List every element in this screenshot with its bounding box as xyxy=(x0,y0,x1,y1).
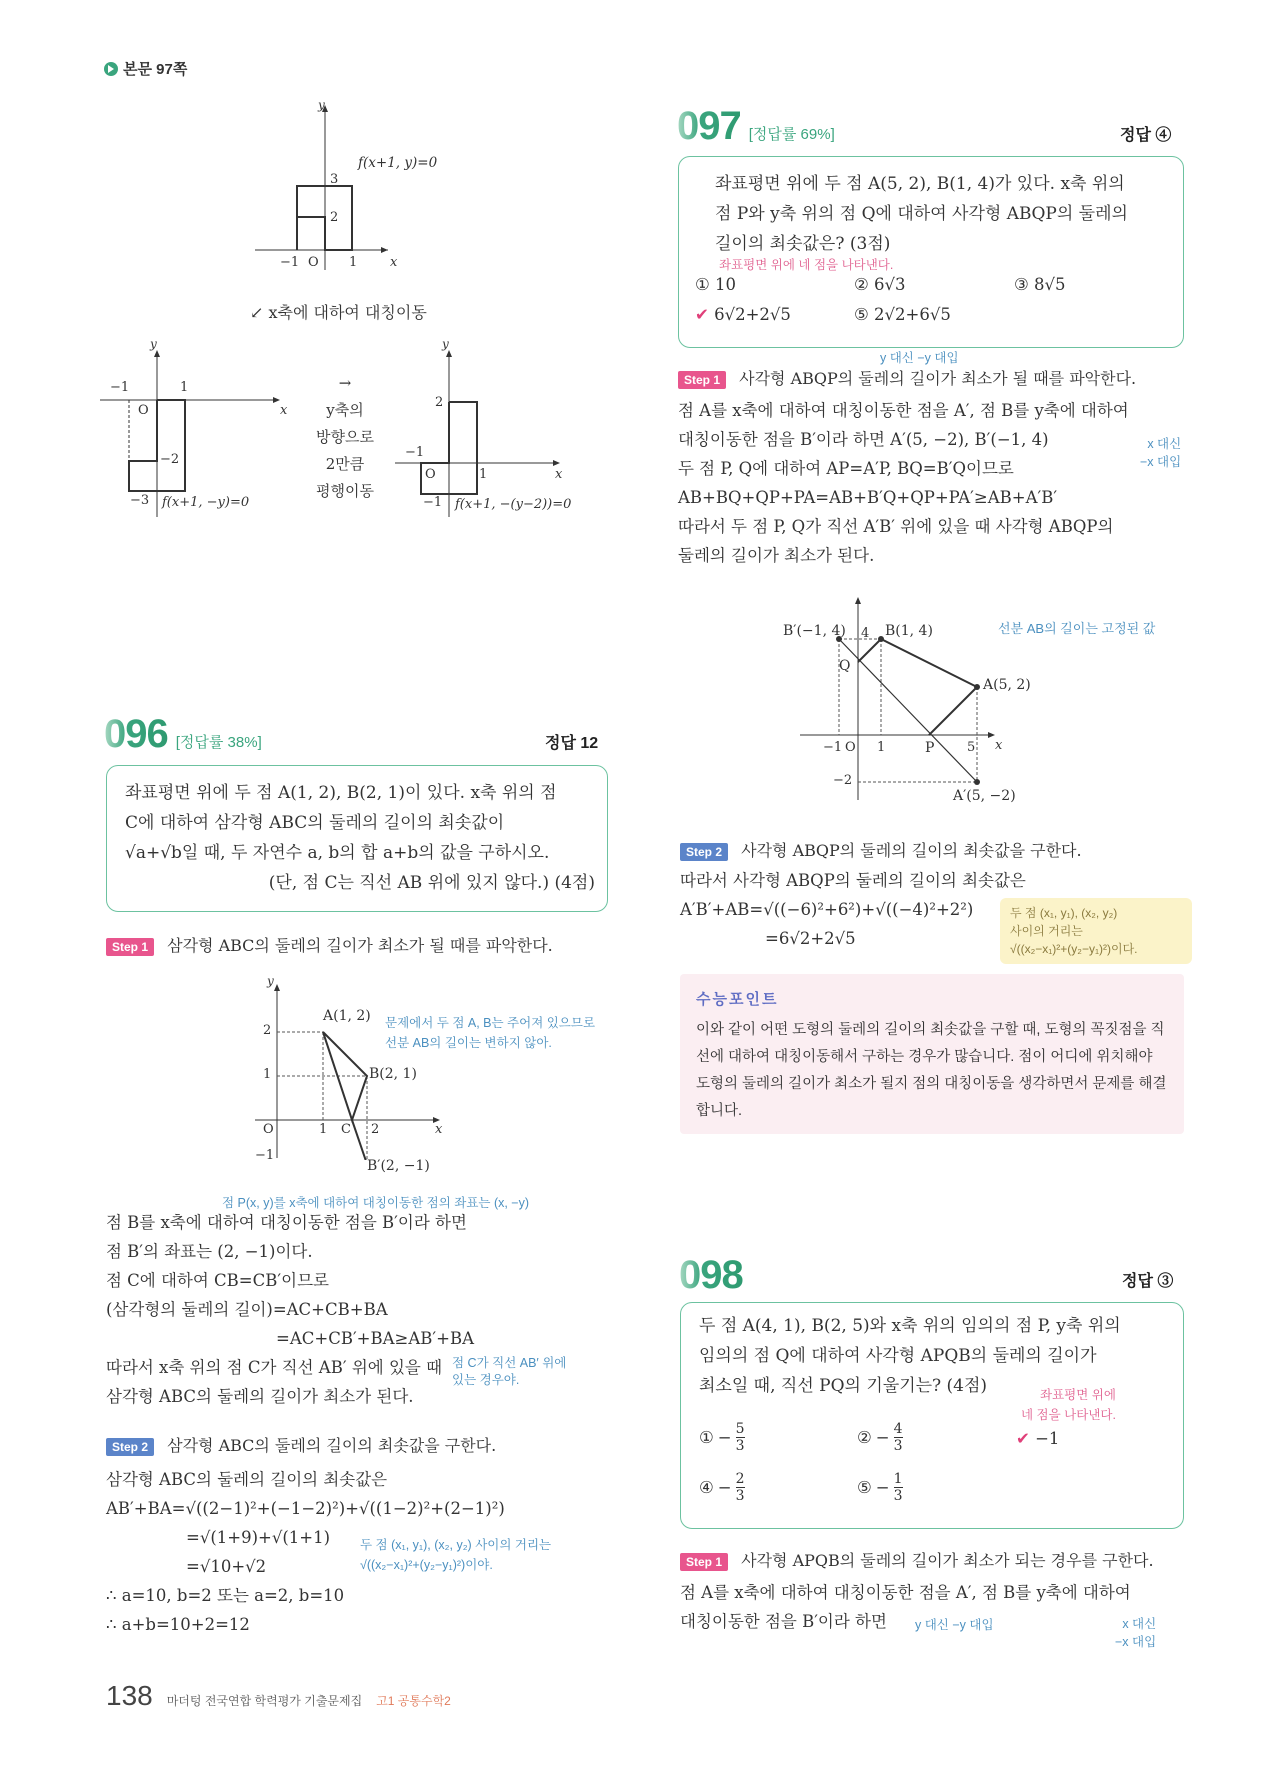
p097-step2-body: 따라서 사각형 ABQP의 둘레의 길이의 최솟값은 A′B′+AB=√((−6)²+6²)+√((−4)²+2²) =6√2+2√5 xyxy=(680,871,1026,948)
reference-label: 본문 97쪽 xyxy=(123,61,188,78)
book-title: 마더텅 전국연합 학력평가 기출문제집 xyxy=(166,1694,363,1708)
p097-step2-header: Step 2 사각형 ABQP의 둘레의 길이의 최솟값을 구한다. xyxy=(680,838,1082,861)
graph1-equation: f(x+1, y)=0 xyxy=(358,155,438,171)
choice-2[interactable]: ② 6√3 xyxy=(854,275,906,294)
p096-line-note: 점 C가 직선 AB′ 위에 있는 경우야. xyxy=(452,1356,567,1387)
choice-5[interactable]: ⑤ − $\frac{1}{3}$ xyxy=(857,1471,903,1504)
page-footer xyxy=(106,1680,451,1712)
transform-reflect-label: ↙ x축에 대하여 대칭이동 xyxy=(250,303,427,322)
problem-098-header xyxy=(679,1253,743,1298)
problem-097-box: 좌표평면 위에 두 점 A(5, 2), B(1, 4)가 있다. x축 위의 점 P와 y축 위의 점 Q에 대하여 사각형 ABQP의 둘레의 길이의 최솟값은? (3점) 좌표평면 위에 네 점을 나타낸다. ① 10 ② 6√3 ③ 8√5 ✔ 6√2+2√5 ⑤ 2√2+6√5 xyxy=(678,156,1184,348)
p096-step2-body: 삼각형 ABC의 둘레의 길이의 최솟값은 AB′+BA=√((2−1)²+(−1−2)²)+√((1−2)²+(2−1)²) =√(1+9)+√(1+1) =√10+√2 ∴ a=10, b=2 또는 a=2, b=10 ∴ a+b=10+2=12 xyxy=(106,1470,505,1634)
p098-step1-header: Step 1 사각형 APQB의 둘레의 길이가 최소가 되는 경우를 구한다. xyxy=(680,1548,1154,1571)
p096-reflect-note: 점 P(x, y)를 x축에 대하여 대칭이동한 점의 좌표는 (x, −y) xyxy=(222,1196,530,1210)
choice-1[interactable]: ① − $\frac{5}{3}$ xyxy=(699,1421,745,1454)
step2-badge: Step 2 xyxy=(680,843,728,861)
graph-original: y 3 2 −1 O 1 x f(x+1, y)=0 xyxy=(280,98,438,270)
choice-4-selected[interactable]: ✔ 6√2+2√5 xyxy=(695,305,791,324)
step1-badge: Step 1 xyxy=(680,1553,728,1571)
problem-098-box: 두 점 A(4, 1), B(2, 5)와 x축 위의 임의의 점 P, y축 위의 임의의 점 Q에 대하여 사각형 APQB의 둘레의 길이가 최소일 때, 직선 PQ의 기울기는? (4점) 좌표평면 위에 네 점을 나타낸다. ① − $\frac{5}{3}$ ② − $\frac{4}{3}$ ✔ −1 ④ − $\frac{2}{3}$ ⑤ − $\frac{1}{3}$ xyxy=(680,1302,1184,1529)
accuracy-rate: [정답률 38%] xyxy=(175,734,262,751)
choice-1[interactable]: ① 10 xyxy=(695,275,737,294)
accuracy-rate: [정답률 69%] xyxy=(748,126,835,143)
graph-translated: y 2 −1 O 1 −1 x f(x+1, −(y−2))=0 xyxy=(405,337,572,512)
answer-label: 정답 ③ xyxy=(1122,1273,1174,1290)
p097-x-note: x 대신 −x 대입 xyxy=(1140,437,1182,469)
page-reference xyxy=(104,58,187,79)
answer-label: 정답 ④ xyxy=(1120,127,1172,144)
p098-x-note: x 대신 −x 대입 xyxy=(1115,1617,1157,1649)
p098-y-note: y 대신 −y 대입 xyxy=(915,1618,994,1632)
step1-badge: Step 1 xyxy=(106,938,154,956)
graph3-equation: f(x+1, −(y−2))=0 xyxy=(455,497,572,512)
problem-number: 098 xyxy=(679,1253,743,1297)
page-number: 138 xyxy=(106,1680,153,1711)
p096-step2-header: Step 2 삼각형 ABC의 둘레의 길이의 최솟값을 구한다. xyxy=(106,1433,496,1456)
problem-097-header xyxy=(677,104,835,149)
p097-distance-hint: 두 점 (x₁, y₁), (x₂, y₂) 사이의 거리는 √((x₂−x₁)²+(y₂−y₁)²)이다. xyxy=(1000,898,1192,964)
graph-reflected: y −1 1 O −2 −3 x f(x+1, −y)=0 xyxy=(110,337,288,510)
choice-4[interactable]: ④ − $\frac{2}{3}$ xyxy=(699,1471,745,1504)
step2-badge: Step 2 xyxy=(106,1438,154,1456)
problem-number: 096 xyxy=(104,712,168,756)
p097-problem-note: 좌표평면 위에 네 점을 나타낸다. xyxy=(719,258,894,272)
p097-figure: B′(−1, 4) 4 B(1, 4) Q A(5, 2) −1 O 1 P 5 x −2 A′(5, −2) xyxy=(795,595,1055,805)
p098-problem-note: 좌표평면 위에 네 점을 나타낸다. xyxy=(1021,1388,1116,1422)
choice-3[interactable]: ③ 8√5 xyxy=(1014,275,1066,294)
p096-step1-body: 점 B를 x축에 대하여 대칭이동한 점을 B′이라 하면 점 B′의 좌표는 (2, −1)이다. 점 C에 대하여 CB=CB′이므로 (삼각형의 둘레의 길이)=AC+CB+BA =AC+CB′+BA≥AB′+BA 따라서 x축 위의 점 C가 직선 AB′ 위에 있을 때 삼각형 ABC의 둘레의 길이가 최소가 된다. xyxy=(106,1213,475,1406)
subject-label: 고1 공통수학2 xyxy=(376,1694,451,1708)
p097-y-note: y 대신 −y 대입 xyxy=(880,351,959,365)
p097-figure-note: 선분 AB의 길이는 고정된 값 xyxy=(998,621,1156,636)
p097-step1-header: Step 1 사각형 ABQP의 둘레의 길이가 최소가 될 때를 파악한다. xyxy=(678,366,1136,389)
graph2-equation: f(x+1, −y)=0 xyxy=(162,495,250,510)
choice-5[interactable]: ⑤ 2√2+6√5 xyxy=(854,305,951,324)
problem-096-box: 좌표평면 위에 두 점 A(1, 2), B(2, 1)이 있다. x축 위의 점 C에 대하여 삼각형 ABC의 둘레의 길이의 최솟값이 √a+√b일 때, 두 자연수 a, b의 합 a+b의 값을 구하시오. (단, 점 C는 직선 AB 위에 있지 않다.) (4점) xyxy=(106,765,608,912)
transform-translate-label: → y축의 방향으로 2만큼 평행이동 xyxy=(316,374,374,500)
p096-step1-header: Step 1 삼각형 ABC의 둘레의 길이가 최소가 될 때를 파악한다. xyxy=(106,933,553,956)
check-mark-icon: ✔ xyxy=(1016,1429,1030,1448)
p096-figure: y 2 1 −1 O 1 C 2 x A(1, 2) B(2, 1) B′(2, −1) xyxy=(255,974,443,1174)
answer-label: 정답 12 xyxy=(545,735,599,752)
p096-figure-note: 문제에서 두 점 A, B는 주어져 있으므로 선분 AB의 길이는 변하지 않아. xyxy=(385,1016,596,1050)
p097-step1-body: 점 A를 x축에 대하여 대칭이동한 점을 A′, 점 B를 y축에 대하여 대칭이동한 점을 B′이라 하면 A′(5, −2), B′(−1, 4) 두 점 P, Q에 대하여 AP=A′P, BQ=B′Q이므로 AB+BQ+QP+PA=AB+B′Q+QP+PA′≥AB+A′B′ 따라서 두 점 P, Q가 직선 A′B′ 위에 있을 때 사각형 ABQP의 둘레의 길이가 최소가 된다. xyxy=(678,401,1129,565)
exam-point-text: 이와 같이 어떤 도형의 둘레의 길이의 최솟값을 구할 때, 도형의 꼭짓점을 직선에 대하여 대칭이동해서 구하는 경우가 많습니다. 점이 어디에 위치해야 도형의 둘레의 길이가 최소가 될지 점의 대칭이동을 생각하면서 문제를 해결합니다. xyxy=(696,1022,1167,1119)
step1-badge: Step 1 xyxy=(678,371,726,389)
choice-2[interactable]: ② − $\frac{4}{3}$ xyxy=(857,1421,903,1454)
p098-step1-body: 점 A를 x축에 대하여 대칭이동한 점을 A′, 점 B를 y축에 대하여 대칭이동한 점을 B′이라 하면 xyxy=(680,1583,1131,1631)
p096-distance-note: 두 점 (x₁, y₁), (x₂, y₂) 사이의 거리는 √((x₂−x₁)²+(y₂−y₁)²)이야. xyxy=(360,1538,552,1572)
problem-number: 097 xyxy=(677,104,741,148)
check-mark-icon: ✔ xyxy=(695,305,709,324)
exam-point-title: 수능포인트 xyxy=(696,991,779,1008)
exam-point-box xyxy=(680,974,1184,1134)
arrow-circle-icon xyxy=(104,62,118,76)
problem-096-header xyxy=(104,712,262,757)
choice-3-selected[interactable]: ✔ −1 xyxy=(1016,1429,1060,1448)
